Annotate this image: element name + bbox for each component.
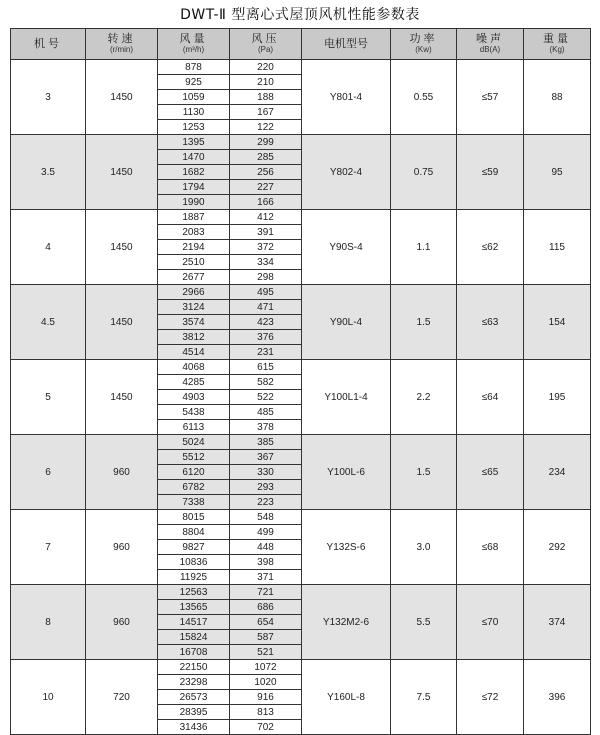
cell-model-no: 3 <box>11 60 86 135</box>
cell-pressure: 582 <box>230 375 302 390</box>
cell-model-no: 8 <box>11 585 86 660</box>
cell-weight: 234 <box>524 435 591 510</box>
cell-pressure: 298 <box>230 270 302 285</box>
cell-motor: Y100L-6 <box>302 435 391 510</box>
header-row <box>11 29 591 60</box>
cell-speed: 1450 <box>86 60 158 135</box>
table-row <box>11 285 591 300</box>
cell-motor: Y802-4 <box>302 135 391 210</box>
cell-pressure: 686 <box>230 600 302 615</box>
cell-noise: ≤72 <box>457 660 524 735</box>
cell-pressure: 398 <box>230 555 302 570</box>
table-row <box>11 660 591 675</box>
cell-volume: 1682 <box>158 165 230 180</box>
cell-volume: 1059 <box>158 90 230 105</box>
cell-speed: 1450 <box>86 360 158 435</box>
cell-pressure: 521 <box>230 645 302 660</box>
header-noise: 噪声 dB(A) <box>457 29 524 60</box>
cell-speed: 1450 <box>86 135 158 210</box>
cell-pressure: 227 <box>230 180 302 195</box>
header-volume: 风量 (m³/h) <box>158 29 230 60</box>
cell-pressure: 412 <box>230 210 302 225</box>
cell-pressure: 330 <box>230 465 302 480</box>
cell-volume: 925 <box>158 75 230 90</box>
cell-volume: 13565 <box>158 600 230 615</box>
table-row <box>11 60 591 75</box>
cell-pressure: 448 <box>230 540 302 555</box>
cell-power: 0.75 <box>391 135 457 210</box>
cell-volume: 28395 <box>158 705 230 720</box>
cell-speed: 1450 <box>86 285 158 360</box>
cell-volume: 4068 <box>158 360 230 375</box>
cell-pressure: 122 <box>230 120 302 135</box>
cell-pressure: 188 <box>230 90 302 105</box>
cell-volume: 3124 <box>158 300 230 315</box>
cell-power: 0.55 <box>391 60 457 135</box>
cell-volume: 4285 <box>158 375 230 390</box>
cell-volume: 8015 <box>158 510 230 525</box>
cell-speed: 960 <box>86 585 158 660</box>
cell-pressure: 702 <box>230 720 302 735</box>
cell-volume: 4514 <box>158 345 230 360</box>
cell-pressure: 499 <box>230 525 302 540</box>
cell-pressure: 220 <box>230 60 302 75</box>
cell-volume: 1130 <box>158 105 230 120</box>
cell-motor: Y90L-4 <box>302 285 391 360</box>
cell-pressure: 256 <box>230 165 302 180</box>
cell-volume: 1470 <box>158 150 230 165</box>
cell-motor: Y132S-6 <box>302 510 391 585</box>
cell-pressure: 372 <box>230 240 302 255</box>
header-power: 功率 (Kw) <box>391 29 457 60</box>
cell-noise: ≤62 <box>457 210 524 285</box>
cell-model-no: 6 <box>11 435 86 510</box>
cell-pressure: 1020 <box>230 675 302 690</box>
cell-pressure: 654 <box>230 615 302 630</box>
table-row <box>11 135 591 150</box>
cell-volume: 12563 <box>158 585 230 600</box>
cell-volume: 14517 <box>158 615 230 630</box>
cell-pressure: 376 <box>230 330 302 345</box>
cell-noise: ≤68 <box>457 510 524 585</box>
header-motor: 电机型号 <box>302 29 391 60</box>
cell-volume: 23298 <box>158 675 230 690</box>
cell-volume: 10836 <box>158 555 230 570</box>
cell-volume: 31436 <box>158 720 230 735</box>
cell-model-no: 4.5 <box>11 285 86 360</box>
cell-pressure: 471 <box>230 300 302 315</box>
cell-volume: 2510 <box>158 255 230 270</box>
cell-volume: 4903 <box>158 390 230 405</box>
cell-volume: 2677 <box>158 270 230 285</box>
cell-power: 1.5 <box>391 435 457 510</box>
cell-power: 1.5 <box>391 285 457 360</box>
table-row <box>11 210 591 225</box>
cell-volume: 6120 <box>158 465 230 480</box>
cell-power: 1.1 <box>391 210 457 285</box>
cell-noise: ≤59 <box>457 135 524 210</box>
cell-motor: Y801-4 <box>302 60 391 135</box>
cell-volume: 9827 <box>158 540 230 555</box>
cell-pressure: 548 <box>230 510 302 525</box>
cell-volume: 15824 <box>158 630 230 645</box>
cell-pressure: 721 <box>230 585 302 600</box>
cell-weight: 195 <box>524 360 591 435</box>
cell-volume: 878 <box>158 60 230 75</box>
cell-noise: ≤65 <box>457 435 524 510</box>
cell-noise: ≤70 <box>457 585 524 660</box>
cell-volume: 2966 <box>158 285 230 300</box>
cell-noise: ≤57 <box>457 60 524 135</box>
cell-pressure: 371 <box>230 570 302 585</box>
cell-power: 3.0 <box>391 510 457 585</box>
cell-power: 7.5 <box>391 660 457 735</box>
cell-pressure: 334 <box>230 255 302 270</box>
cell-power: 5.5 <box>391 585 457 660</box>
cell-volume: 26573 <box>158 690 230 705</box>
cell-volume: 16708 <box>158 645 230 660</box>
cell-pressure: 285 <box>230 150 302 165</box>
cell-pressure: 293 <box>230 480 302 495</box>
cell-noise: ≤64 <box>457 360 524 435</box>
cell-volume: 7338 <box>158 495 230 510</box>
cell-model-no: 4 <box>11 210 86 285</box>
cell-pressure: 1072 <box>230 660 302 675</box>
cell-pressure: 615 <box>230 360 302 375</box>
cell-pressure: 587 <box>230 630 302 645</box>
cell-pressure: 813 <box>230 705 302 720</box>
cell-pressure: 299 <box>230 135 302 150</box>
cell-pressure: 391 <box>230 225 302 240</box>
cell-volume: 5438 <box>158 405 230 420</box>
table-row <box>11 360 591 375</box>
cell-volume: 1887 <box>158 210 230 225</box>
table-body <box>11 60 591 735</box>
cell-weight: 95 <box>524 135 591 210</box>
cell-weight: 88 <box>524 60 591 135</box>
cell-volume: 1395 <box>158 135 230 150</box>
cell-pressure: 522 <box>230 390 302 405</box>
header-speed: 转速 (r/min) <box>86 29 158 60</box>
cell-volume: 6113 <box>158 420 230 435</box>
cell-model-no: 7 <box>11 510 86 585</box>
cell-pressure: 916 <box>230 690 302 705</box>
cell-speed: 1450 <box>86 210 158 285</box>
cell-volume: 3574 <box>158 315 230 330</box>
cell-volume: 8804 <box>158 525 230 540</box>
cell-pressure: 223 <box>230 495 302 510</box>
cell-volume: 11925 <box>158 570 230 585</box>
cell-weight: 115 <box>524 210 591 285</box>
cell-model-no: 10 <box>11 660 86 735</box>
cell-weight: 292 <box>524 510 591 585</box>
cell-pressure: 378 <box>230 420 302 435</box>
cell-pressure: 210 <box>230 75 302 90</box>
cell-volume: 22150 <box>158 660 230 675</box>
table-row <box>11 585 591 600</box>
cell-volume: 1794 <box>158 180 230 195</box>
cell-speed: 960 <box>86 510 158 585</box>
cell-weight: 374 <box>524 585 591 660</box>
cell-motor: Y160L-8 <box>302 660 391 735</box>
cell-pressure: 231 <box>230 345 302 360</box>
cell-volume: 2083 <box>158 225 230 240</box>
cell-volume: 3812 <box>158 330 230 345</box>
cell-pressure: 495 <box>230 285 302 300</box>
cell-motor: Y90S-4 <box>302 210 391 285</box>
cell-weight: 154 <box>524 285 591 360</box>
cell-pressure: 166 <box>230 195 302 210</box>
cell-motor: Y100L1-4 <box>302 360 391 435</box>
cell-pressure: 423 <box>230 315 302 330</box>
header-pressure: 风压 (Pa) <box>230 29 302 60</box>
performance-table <box>10 28 591 735</box>
cell-pressure: 167 <box>230 105 302 120</box>
page-title: DWT-Ⅱ 型离心式屋顶风机性能参数表 <box>180 7 420 23</box>
cell-model-no: 3.5 <box>11 135 86 210</box>
cell-motor: Y132M2-6 <box>302 585 391 660</box>
cell-pressure: 485 <box>230 405 302 420</box>
cell-speed: 720 <box>86 660 158 735</box>
cell-volume: 5024 <box>158 435 230 450</box>
cell-volume: 1253 <box>158 120 230 135</box>
header-weight: 重量 (Kg) <box>524 29 591 60</box>
cell-noise: ≤63 <box>457 285 524 360</box>
header-model-no: 机号 <box>11 29 86 60</box>
cell-volume: 1990 <box>158 195 230 210</box>
cell-speed: 960 <box>86 435 158 510</box>
cell-volume: 2194 <box>158 240 230 255</box>
cell-pressure: 385 <box>230 435 302 450</box>
cell-pressure: 367 <box>230 450 302 465</box>
table-row <box>11 510 591 525</box>
cell-model-no: 5 <box>11 360 86 435</box>
cell-volume: 6782 <box>158 480 230 495</box>
cell-volume: 5512 <box>158 450 230 465</box>
table-row <box>11 435 591 450</box>
cell-power: 2.2 <box>391 360 457 435</box>
cell-weight: 396 <box>524 660 591 735</box>
